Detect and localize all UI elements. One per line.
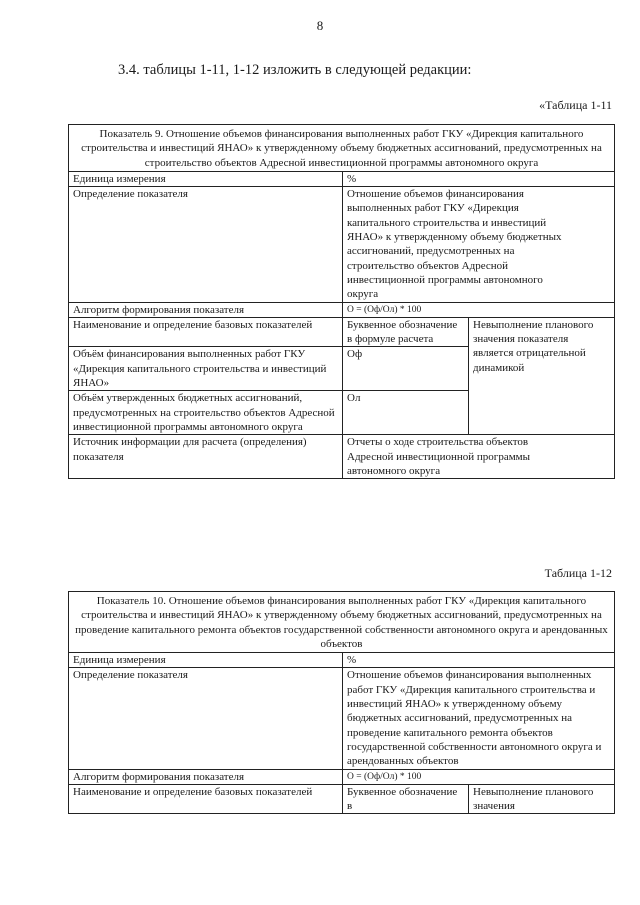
- table-row: [69, 125, 615, 172]
- table-row: [69, 592, 615, 653]
- definition-label: Определение показателя: [69, 668, 343, 769]
- table-row: [69, 784, 615, 814]
- base-indicator-letter: Оф: [343, 347, 469, 391]
- table-1-11: [68, 124, 615, 479]
- table-1-12: [68, 591, 615, 814]
- letter-designation-label: Буквенное обозначение в формуле расчета: [343, 317, 469, 347]
- unit-label: Единица измерения: [69, 171, 343, 186]
- table-row: [69, 317, 615, 347]
- indicator-10-title: Показатель 10. Отношение объемов финансирования выполненных работ ГКУ «Дирекция капитального строительства и инвестиций ЯНАО» к утвержденному объему бюджетных ассигнований, предусмотренных на проведение капитального ремонта объектов государственной собственности автономного округа и арендованных объектов: [69, 592, 615, 653]
- base-indicator-name: Объём финансирования выполненных работ ГКУ «Дирекция капитального строительства и инвестиций ЯНАО»: [69, 347, 343, 391]
- unit-value: %: [343, 171, 615, 186]
- letter-designation-label: Буквенное обозначение в: [343, 784, 469, 814]
- table-row: [69, 171, 615, 186]
- table-row: [69, 302, 615, 317]
- table-row: [69, 435, 615, 479]
- definition-label: Определение показателя: [69, 187, 343, 302]
- base-indicator-letter: Ол: [343, 391, 469, 435]
- unit-value: %: [343, 653, 615, 668]
- table-row: [69, 769, 615, 784]
- algorithm-formula: О = (Оф/Ол) * 100: [343, 302, 615, 317]
- algorithm-formula: О = (Оф/Ол) * 100: [343, 769, 615, 784]
- algorithm-label: Алгоритм формирования показателя: [69, 302, 343, 317]
- table-row: [69, 187, 615, 302]
- intro-text: 3.4. таблицы 1-11, 1-12 изложить в следующей редакции:: [118, 62, 472, 78]
- table-1-11-caption: «Таблица 1-11: [539, 98, 612, 112]
- table-row: [69, 668, 615, 769]
- table-row: [69, 653, 615, 668]
- base-indicators-note: Невыполнение планового значения: [469, 784, 615, 814]
- definition-value: Отношение объемов финансирования выполненных работ ГКУ «Дирекция капитального строительства и инвестиций ЯНАО» к утвержденному объему бюджетных ассигнований, предусмотренных на проведение капитального ремонта объектов государственной собственности автономного округа и арендованных объектов: [343, 668, 615, 769]
- source-label: Источник информации для расчета (определения) показателя: [69, 435, 343, 479]
- indicator-9-title: Показатель 9. Отношение объемов финансирования выполненных работ ГКУ «Дирекция капитального строительства и инвестиций ЯНАО» к утвержденному объему бюджетных ассигнований, предусмотренных на строительство объектов Адресной инвестиционной программы автономного округа: [69, 125, 615, 172]
- table-1-12-caption: Таблица 1-12: [544, 566, 612, 580]
- base-indicators-label: Наименование и определение базовых показателей: [69, 317, 343, 347]
- algorithm-label: Алгоритм формирования показателя: [69, 769, 343, 784]
- definition-value: Отношение объемов финансирования выполненных работ ГКУ «Дирекция капитального строительства и инвестиций ЯНАО» к утвержденному объему бюджетных ассигнований, предусмотренных на строительство объектов Адресной инвестиционной программы автономного округа: [343, 187, 615, 302]
- base-indicator-name: Объём утвержденных бюджетных ассигнований, предусмотренных на строительство объектов Адресной инвестиционной программы автономного округа: [69, 391, 343, 435]
- base-indicators-label: Наименование и определение базовых показателей: [69, 784, 343, 814]
- unit-label: Единица измерения: [69, 653, 343, 668]
- page-number: 8: [316, 18, 324, 33]
- base-indicators-note: Невыполнение планового значения показателя является отрицательной динамикой: [469, 317, 615, 434]
- source-value: Отчеты о ходе строительства объектов Адресной инвестиционной программы автономного округа: [343, 435, 615, 479]
